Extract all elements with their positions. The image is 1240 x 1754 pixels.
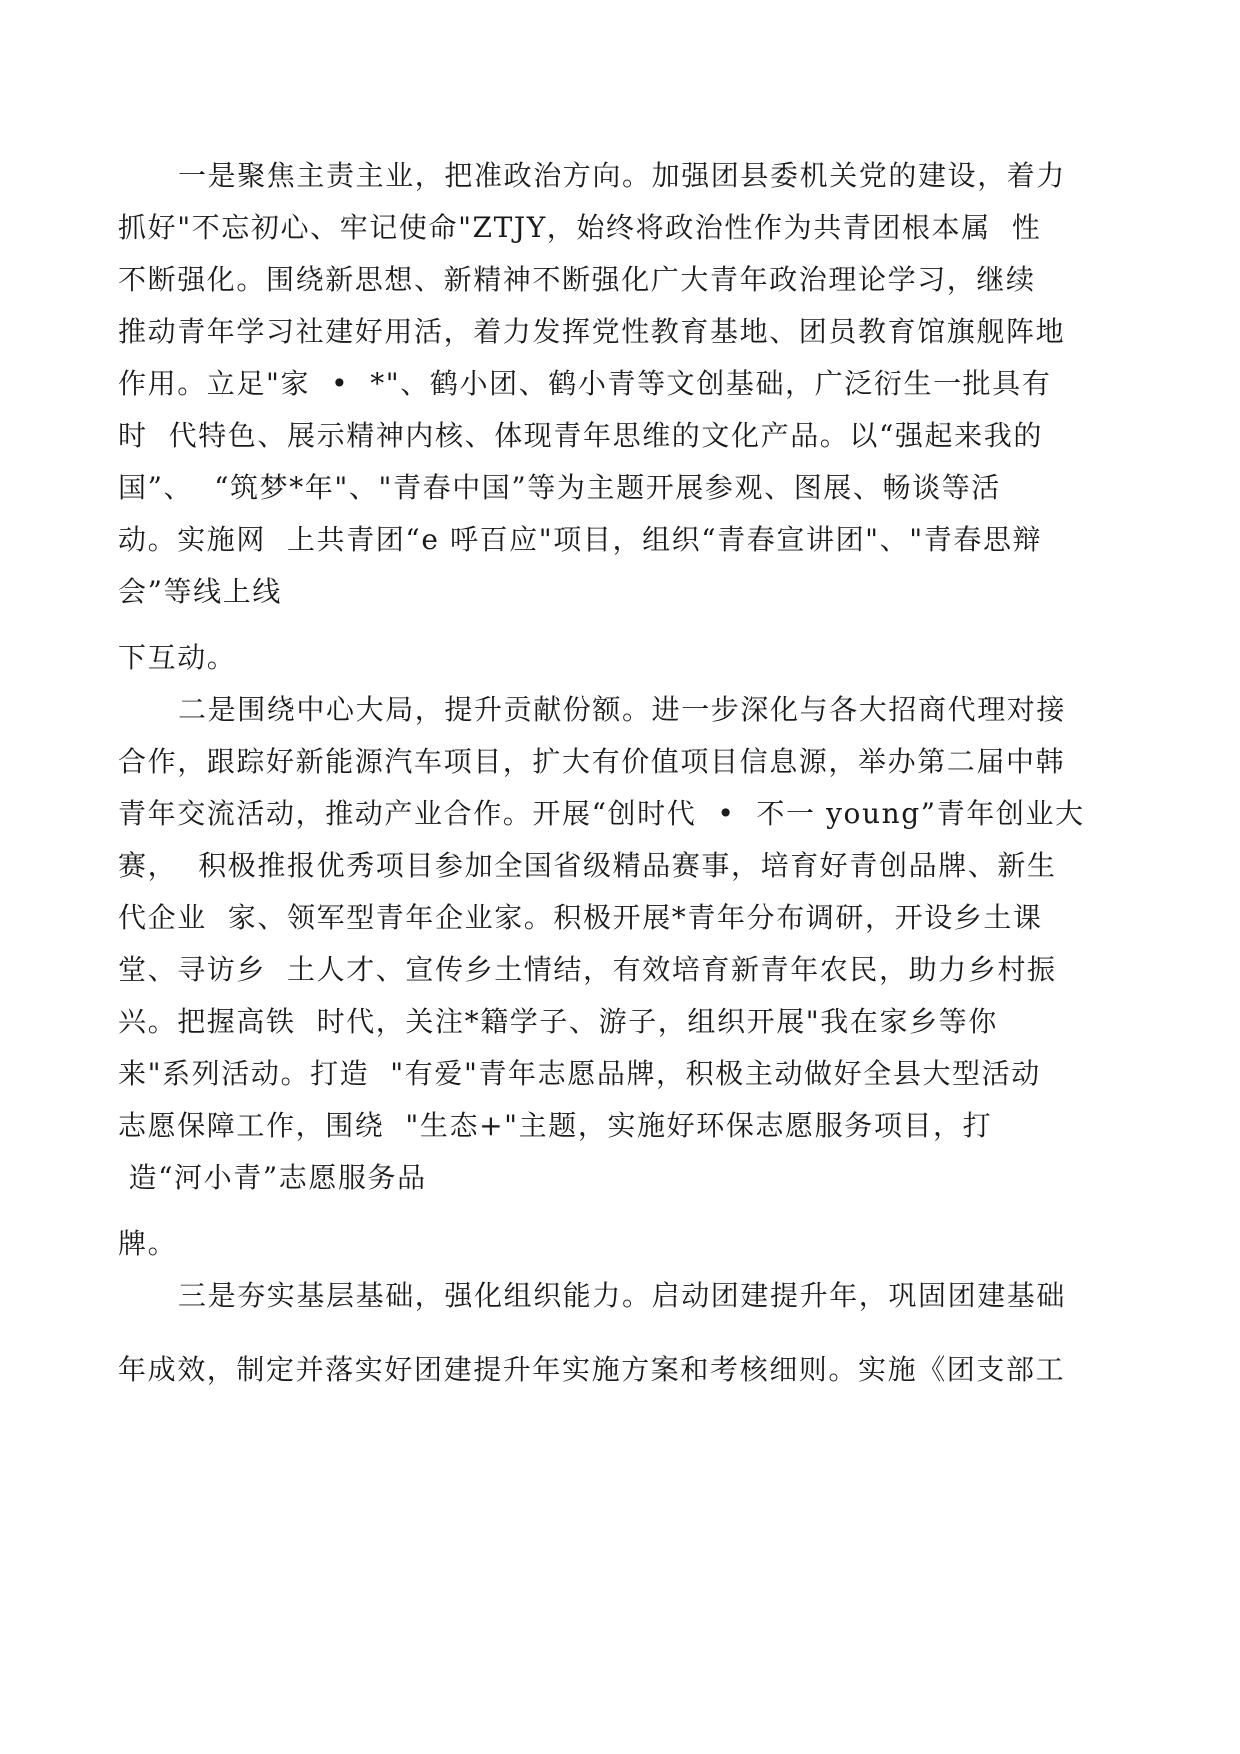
paragraph-1-line: 时 代特色、展示精神内核、体现青年思维的文化产品。以“强起来我的	[118, 419, 1043, 452]
paragraph-2-line: 赛， 积极推报优秀项目参加全国省级精品赛事，培育好青创品牌、新生	[118, 849, 1057, 882]
paragraph-2-line: 青年交流活动，推动产业合作。开展“创时代 • 不一 young”青年创业大	[118, 797, 1085, 830]
paragraph-1-line: 国”、 “筑梦*年"、"青春中国”等为主题开展参观、图展、畅谈等活	[118, 471, 1001, 504]
paragraph-3-line: 三是夯实基层基础，强化组织能力。启动团建提升年，巩固团建基础	[178, 1279, 1067, 1312]
paragraph-2-line: 合作，跟踪好新能源汽车项目，扩大有价值项目信息源，举办第二届中韩	[118, 745, 1066, 778]
paragraph-1-line: 抓好"不忘初心、牢记使命"ZTJY，始终将政治性作为共青团根本属 性	[118, 211, 1042, 244]
paragraph-2-line: 二是围绕中心大局，提升贡献份额。进一步深化与各大招商代理对接	[178, 693, 1067, 726]
paragraph-2-line: 来"系列活动。打造 "有爱"青年志愿品牌，积极主动做好全县大型活动	[118, 1057, 1041, 1090]
paragraph-2-line: 志愿保障工作，围绕 "生态+"主题，实施好环保志愿服务项目，打	[118, 1109, 993, 1142]
paragraph-1-line: 推动青年学习社建好用活，着力发挥党性教育基地、团员教育馆旗舰阵地	[118, 315, 1066, 348]
paragraph-2-line: 牌。	[118, 1227, 178, 1260]
paragraph-3-line: 年成效，制定并落实好团建提升年实施方案和考核细则。实施《团支部工	[118, 1353, 1066, 1386]
paragraph-1-line: 不断强化。围绕新思想、新精神不断强化广大青年政治理论学习，继续	[118, 263, 1036, 296]
paragraph-2-line: 造“河小青”志愿服务品	[118, 1161, 427, 1194]
paragraph-1-line: 一是聚焦主责主业，把准政治方向。加强团县委机关党的建设，着力	[178, 159, 1067, 192]
paragraph-1-line: 下互动。	[118, 641, 237, 674]
paragraph-2-line: 代企业 家、领军型青年企业家。积极开展*青年分布调研，开设乡土课	[118, 901, 1043, 934]
paragraph-2-line: 堂、寻访乡 土人才、宣传乡土情结，有效培育新青年农民，助力乡村振	[118, 953, 1057, 986]
paragraph-1-line: 动。实施网 上共青团“e 呼百应"项目，组织“青春宣讲团"、"青春思辩	[118, 523, 1043, 556]
paragraph-2-line: 兴。把握高铁 时代，关注*籍学子、游子，组织开展"我在家乡等你	[118, 1005, 998, 1038]
paragraph-1-line: 会”等线上线	[118, 575, 282, 608]
paragraph-1-line: 作用。立足"家 • *"、鹤小团、鹤小青等文创基础，广泛衍生一批具有	[118, 367, 1052, 400]
